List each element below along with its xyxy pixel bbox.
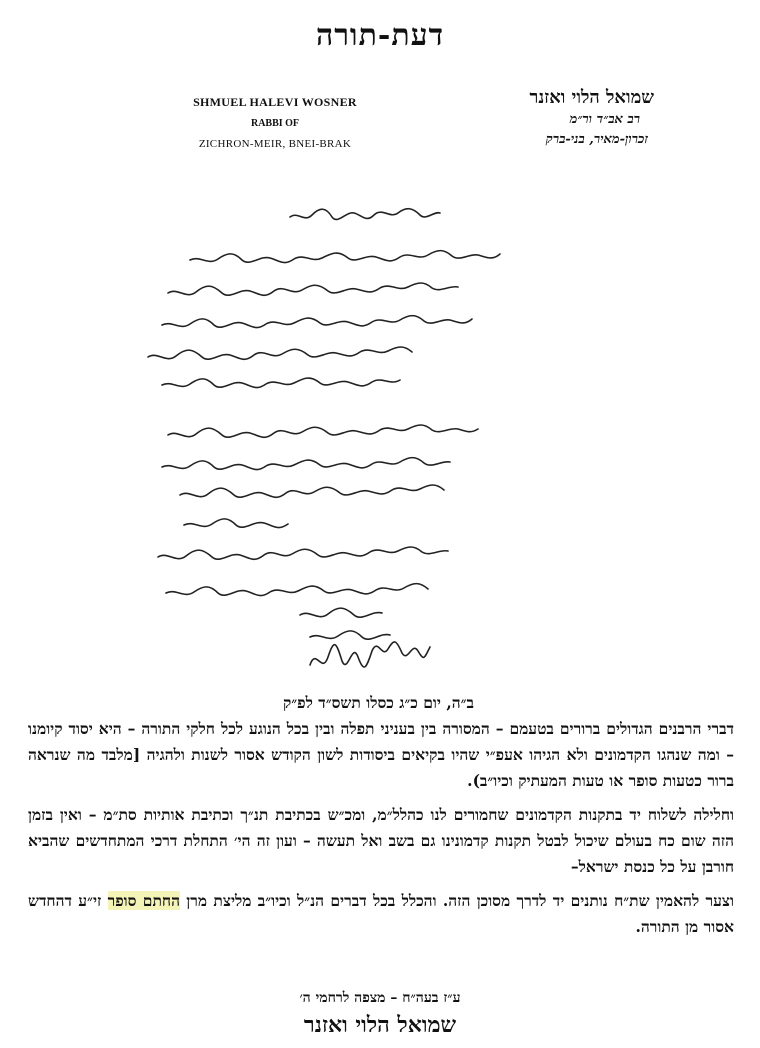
paragraph-1: דברי הרבנים הגדולים ברורים בטעמם – המסורה בין בעניני תפלה ובין בכל הנוגע לכל חלקי התורה – היא יסוד קיומנו – ומה שנהגו הקדמונים ולא הגיהו אעפ״י שהיו בקיאים ביסודות לשון הקודש אסור לשנות ולהגיה [מלבד מה שנראה ברור כטעות סופר או טעות המעתיק וכיו״ב). — [28, 719, 734, 790]
typed-letter-body — [28, 690, 734, 940]
letterhead-hebrew-location: זכרון-מאיר, בני-ברק — [545, 132, 648, 147]
letterhead-english-name: SHMUEL HALEVI WOSNER — [193, 95, 357, 109]
paragraph-3-start: וצער להאמין שת״ח נותנים יד לדרך מסוכן הזה. והכלל בכל דברים הנ״ל וכיו״ב מליצת מרן — [180, 891, 735, 910]
handwritten-letter-image — [140, 195, 700, 685]
letterhead-hebrew-name: שמואל הלוי ואזנר — [529, 87, 654, 108]
letterhead-hebrew-title: רב אב״ד ור״מ — [569, 112, 640, 127]
letterhead-hebrew — [420, 86, 660, 150]
closing-line: ע״ז בעה״ח – מצפה לרחמי ה׳ — [299, 990, 461, 1006]
letterhead-english-title: RABBI OF — [250, 118, 300, 129]
date-line: ב״ה, יום כ״ג כסלו תשס״ד לפ״ק — [283, 693, 474, 712]
highlighted-text: החתם סופר — [107, 891, 180, 910]
page-title: דעת-תורה — [315, 18, 445, 53]
letterhead-english — [160, 92, 390, 155]
signature-name: שמואל הלוי ואזנר — [303, 1012, 457, 1038]
paragraph-3-end: זי״ע דהחדש אסור מן התורה. — [28, 891, 734, 936]
letterhead-english-location: ZICHRON-MEIR, BNEI-BRAK — [198, 138, 352, 150]
paragraph-2: וחלילה לשלוח יד בתקנות הקדמונים שחמורים לנו כהלל״מ, ומכ״ש בכתיבת תנ״ך וכתיבת אותיות סת״מ – ואין בזמן הזה שום כח בעולם שיכול לבטל תקנות קדמונינו גם בשב ואל תעשה – ועון זה הי׳ התחלת דרכי המתחדשים שהביא חורבן על כל כנסת ישראל– — [28, 805, 734, 876]
handwriting-scribbles — [140, 195, 700, 685]
paragraph-3 — [28, 888, 734, 940]
